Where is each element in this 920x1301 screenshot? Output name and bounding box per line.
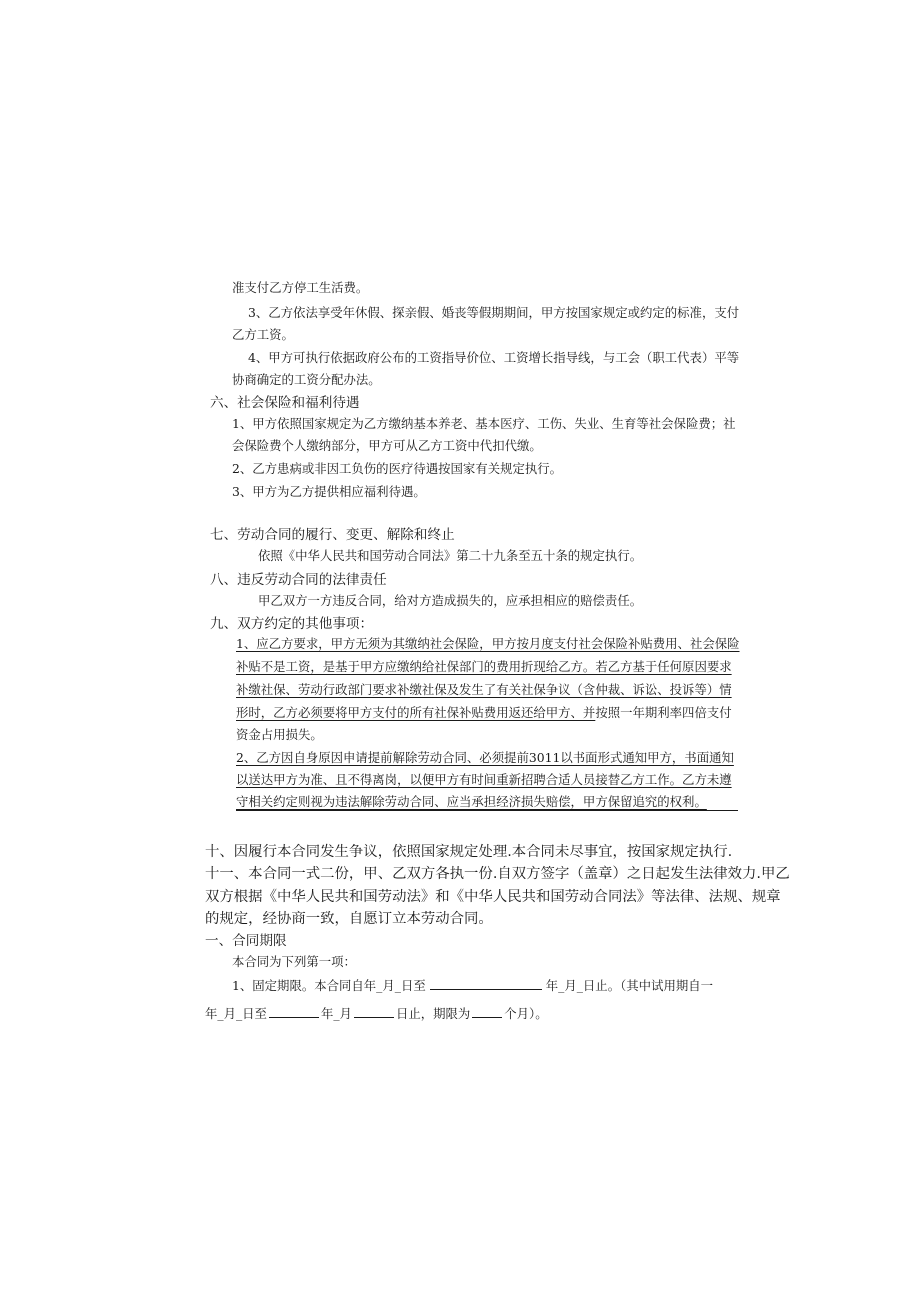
section-heading: 七、劳动合同的履行、变更、解除和终止 xyxy=(210,527,455,543)
list-item: 1、甲方依照国家规定为乙方缴纳基本养老、基本医疗、工伤、失业、生育等社会保险费；社 xyxy=(232,416,736,431)
paragraph-line: 十一、本合同一式二份，甲、乙双方各执一份.自双方签字（盖章）之日起发生法律效力.甲乙 xyxy=(205,866,790,882)
underlined-clause-line: 补贴不是工资，是基于甲方应缴纳给社保部门的费用折现给乙方。若乙方基于任何原因要求 xyxy=(236,659,732,674)
paragraph-line: 协商确定的工资分配办法。 xyxy=(232,372,381,387)
paragraph-line: 的规定，经协商一致，自愿订立本劳动合同。 xyxy=(205,911,493,927)
list-item: 4、甲方可执行依据政府公布的工资指导价位、工资增长指导线，与工会（职工代表）平等 xyxy=(248,350,740,365)
underlined-clause-line: 2、乙方因自身原因申请提前解除劳动合同、必须提前3011以书面形式通知甲方，书面通知 xyxy=(236,750,734,765)
section-heading: 一、合同期限 xyxy=(205,933,287,949)
term-text: 年_月_日止。（其中试用期自一 xyxy=(545,978,714,993)
term-text: 年_月 xyxy=(320,1006,352,1021)
underlined-clause-text: 形时，乙方必须要将甲方支付的所有社保补贴费用返还给甲方、并 xyxy=(236,705,596,720)
term-text: 日止，期限为 xyxy=(395,1006,471,1021)
section-heading: 八、违反劳动合同的法律责任 xyxy=(210,572,387,588)
paragraph-line: 乙方工资。 xyxy=(232,327,294,342)
underlined-clause-line: 以送达甲方为准、且不得离岗，以便甲方有时间重新招聘合适人员接替乙方工作。乙方未遵 xyxy=(236,772,732,787)
paragraph-line: 会保险费个人缴纳部分，甲方可从乙方工资中代扣代缴。 xyxy=(232,438,542,453)
list-item: 2、乙方患病或非因工负伤的医疗待遇按国家有关规定执行。 xyxy=(232,461,563,476)
term-text: 个月）。 xyxy=(504,1006,548,1021)
paragraph-line: 本合同为下列第一项： xyxy=(232,954,356,969)
list-item: 3、甲方为乙方提供相应福利待遇。 xyxy=(232,484,426,499)
paragraph-line: 双方根据《中华人民共和国劳动法》和《中华人民共和国劳动合同法》等法律、法规、规章 xyxy=(205,889,781,905)
underlined-clause-line: 补缴社保、劳动行政部门要求补缴社保及发生了有关社保争议（含仲裁、诉讼、投诉等）情 xyxy=(236,682,732,697)
clause-text: 按照一年期利率四倍支付 xyxy=(595,705,732,720)
fill-blank[interactable] xyxy=(430,978,542,990)
underlined-clause-line: 1、应乙方要求，甲方无须为其缴纳社会保险，甲方按月度支付社会保险补贴费用、社会保险 xyxy=(236,636,740,651)
fill-blank[interactable] xyxy=(354,1006,394,1018)
underlined-clause-line: 守相关约定则视为违法解除劳动合同、应当承担经济损失赔偿，甲方保留追究的权利。 xyxy=(236,794,707,809)
paragraph-line: 准支付乙方停工生活费。 xyxy=(232,280,369,295)
fill-blank[interactable] xyxy=(269,1006,319,1018)
paragraph-line: 十、因履行本合同发生争议，依照国家规定处理.本合同未尽事宜，按国家规定执行. xyxy=(205,844,733,860)
section-heading: 九、双方约定的其他事项： xyxy=(210,616,374,632)
term-text: 1、固定期限。本合同自年_月_日至 xyxy=(232,978,426,993)
fill-blank[interactable] xyxy=(472,1006,502,1018)
clause-line: 资金占用损失。 xyxy=(236,727,323,742)
clause-bottom-rule xyxy=(236,810,738,811)
clause-line xyxy=(236,703,732,721)
list-item: 3、乙方依法享受年休假、探亲假、婚丧等假期期间，甲方按国家规定或约定的标准，支付 xyxy=(248,305,740,320)
section-heading: 六、社会保险和福利待遇 xyxy=(210,395,360,411)
paragraph-line: 依照《中华人民共和国劳动合同法》第二十九条至五十条的规定执行。 xyxy=(258,548,643,563)
term-line-1 xyxy=(232,976,713,994)
term-line-2 xyxy=(205,1004,548,1022)
paragraph-line: 甲乙双方一方违反合同，给对方造成损失的，应承担相应的赔偿责任。 xyxy=(258,593,643,608)
term-text: 年_月_日至 xyxy=(205,1006,267,1021)
